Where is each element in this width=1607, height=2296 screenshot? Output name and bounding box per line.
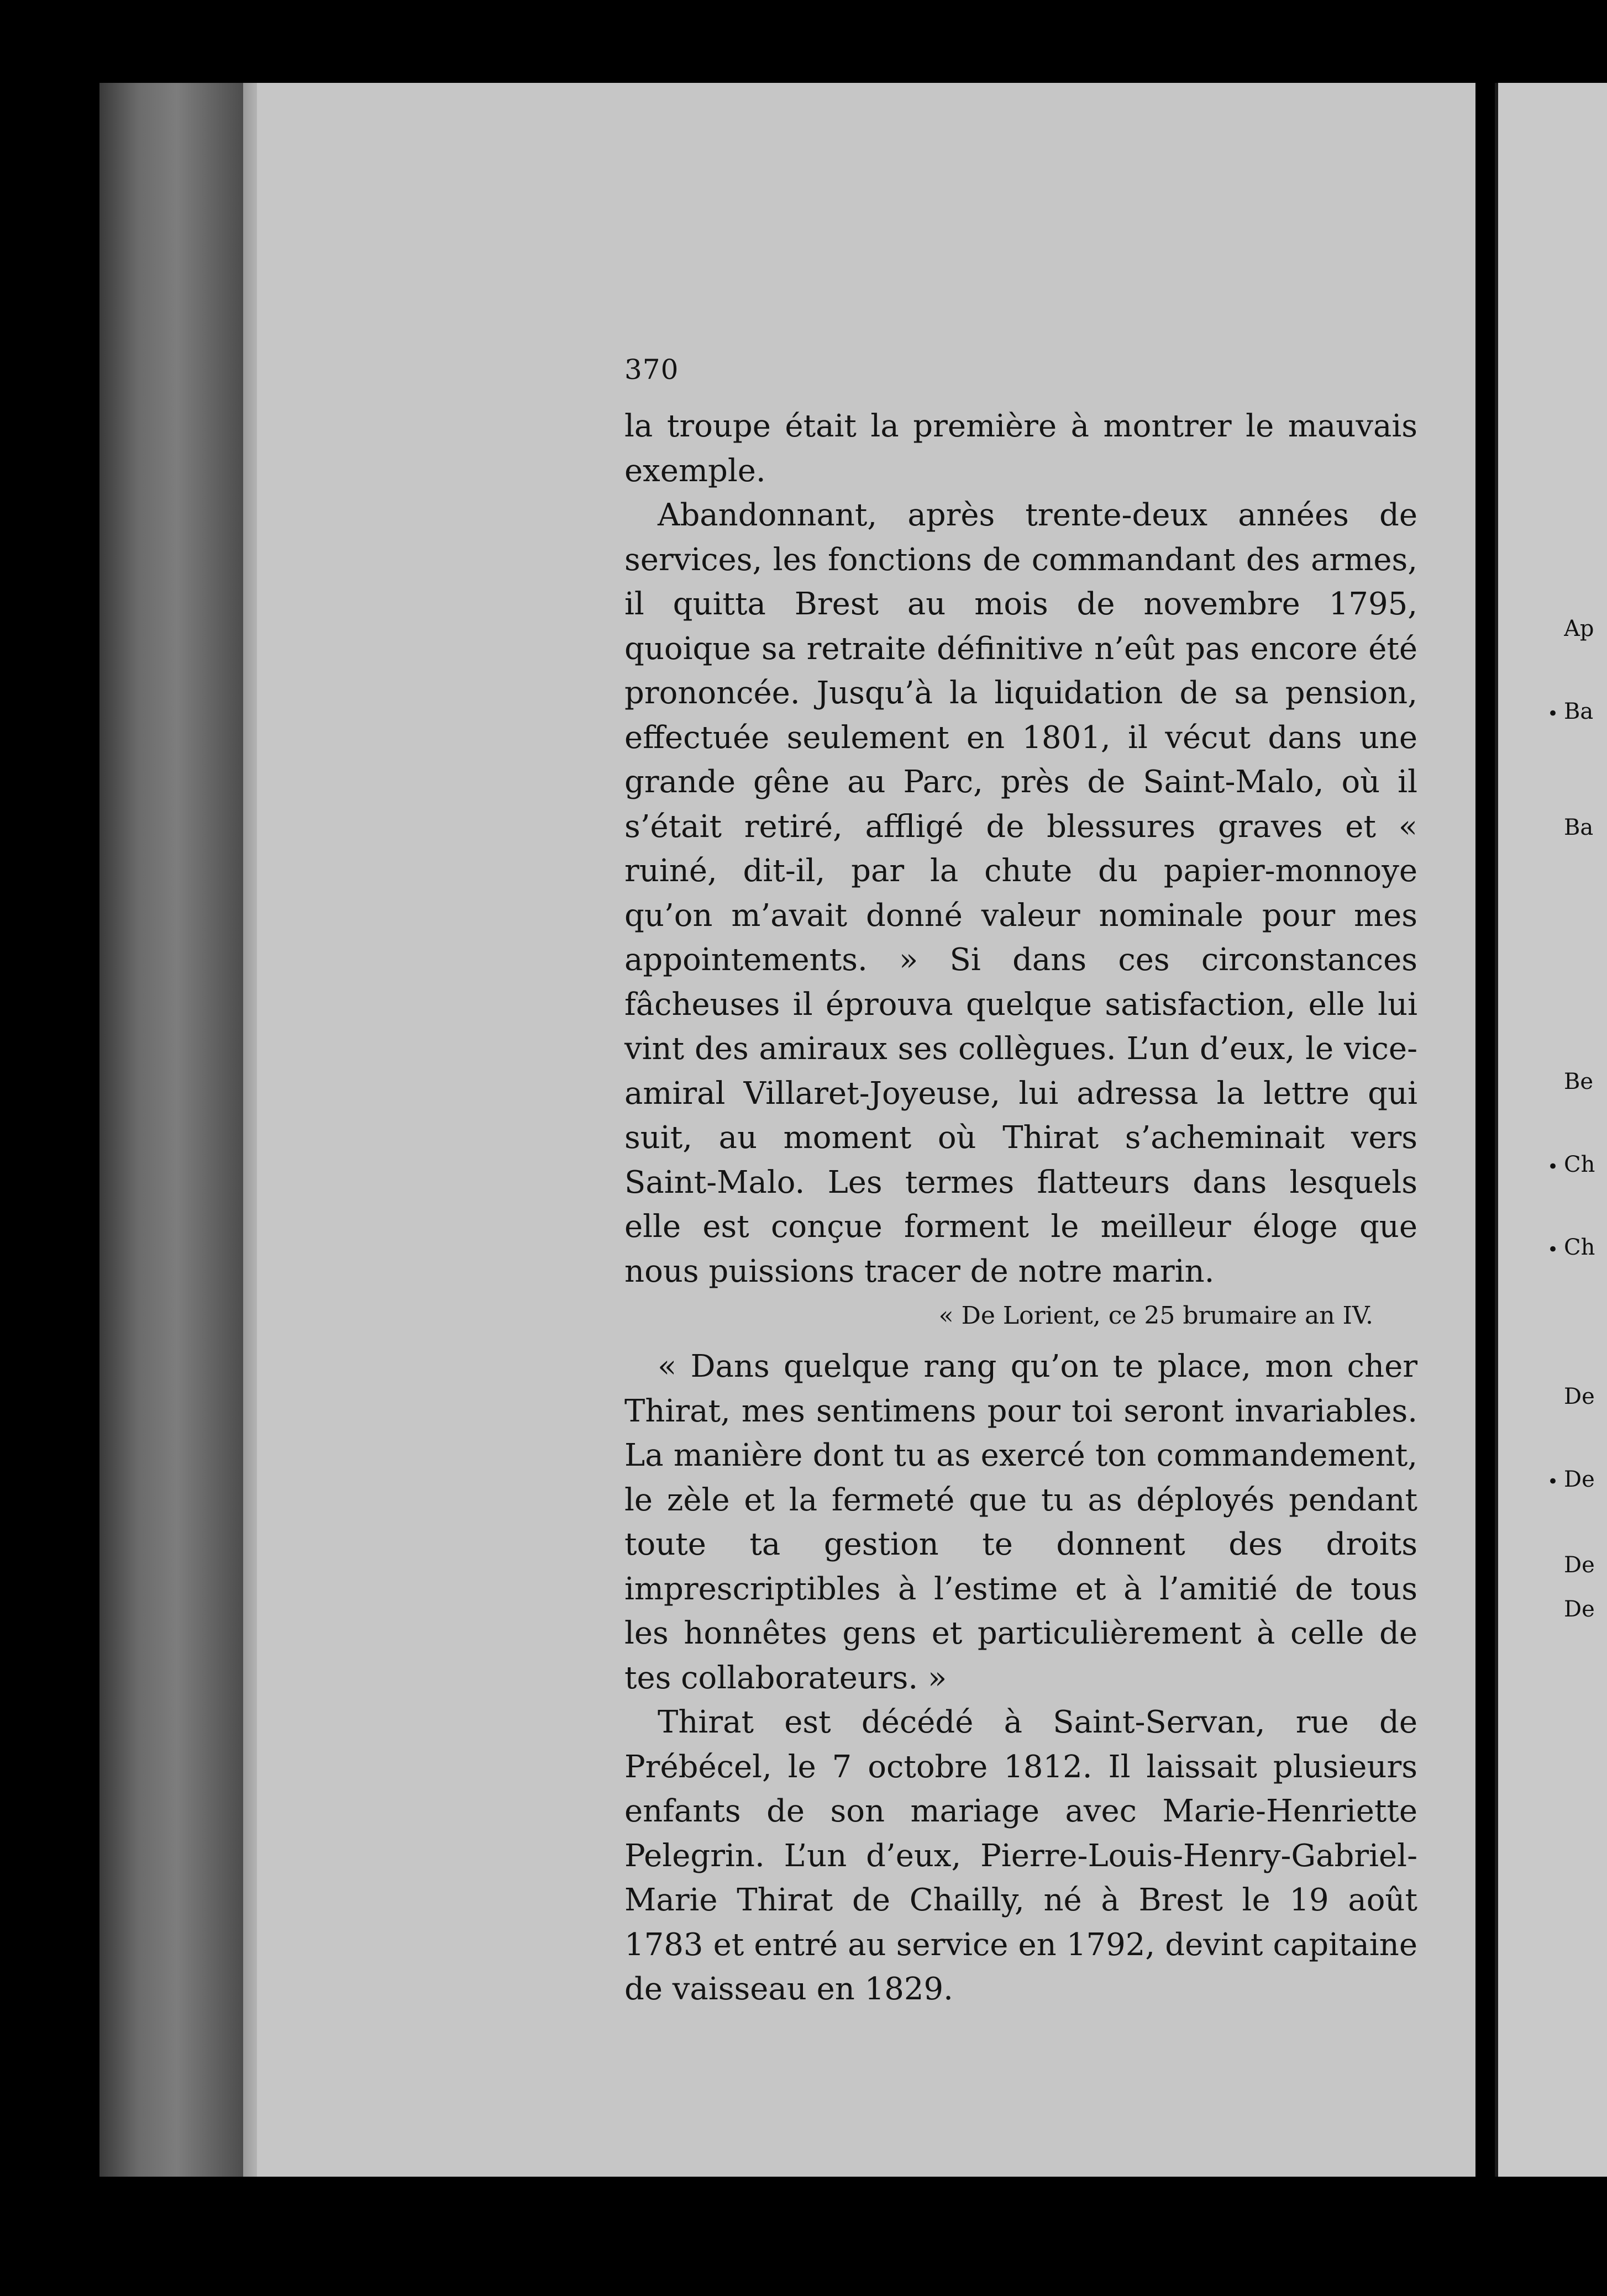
- closing-paragraph: Thirat est décédé à Saint-Servan, rue de Prébécel, le 7 octobre 1812. Il laissait plusieurs enfants de son mariage avec Marie-Henriette Pelegrin. L’un d’eux, Pierre-Louis-Henry-Gabriel-Marie Thirat de Chailly, né à Brest le 19 août 1783 et entré au service en 1792, devint capitaine de vaisseau en 1829.: [624, 1704, 1417, 2007]
- index-entry: De: [1564, 1384, 1595, 1409]
- paragraph-1: la troupe était la première à montrer le mauvais exemple.: [624, 408, 1417, 489]
- index-entry: Ap: [1564, 616, 1594, 641]
- index-entry: Ch: [1564, 1235, 1595, 1260]
- page-number: 370: [624, 354, 679, 386]
- page-text: [624, 404, 1417, 2012]
- letter-heading: « De Lorient, ce 25 brumaire an IV.: [938, 1302, 1373, 1330]
- paragraph-2: Abandonnant, après trente-deux années de services, les fonctions de commandant des armes, il quitta Brest au mois de novembre 1795, quoique sa retraite définitive n’eût pas encore été prononcée. Jusqu’à la liquidation de sa pension, effectuée seulement en 1801, il vécut dans une grande gêne au Parc, près de Saint-Malo, où il s’était retiré, affligé de blessures graves et « ruiné, dit-il, par la chute du papier-monnoye qu’on m’avait donné valeur nominale pour mes appointements. » Si dans ces circonstances fâcheuses il éprouva quelque satisfaction, elle lui vint des amiraux ses collègues. L’un d’eux, le vice-amiral Villaret-Joyeuse, lui adressa la lettre qui suit, au moment où Thirat s’acheminait vers Saint-Malo. Les termes flatteurs dans lesquels elle est conçue forment le meilleur éloge que nous puissions tracer de notre marin.: [624, 497, 1417, 1289]
- facing-page-index: [1564, 0, 1607, 2296]
- index-entry: Ba: [1564, 699, 1594, 724]
- letter-body: « Dans quelque rang qu’on te place, mon cher Thirat, mes sentimens pour toi seront invariables. La manière dont tu as exercé ton commandement, le zèle et la fermeté que tu as déployés pendant toute ta gestion te donnent des droits imprescriptibles à l’estime et à l’amitié de tous les honnêtes gens et particulièrement à celle de tes collaborateurs. »: [624, 1349, 1417, 1696]
- index-entry: Ba: [1564, 815, 1594, 840]
- bullet-icon: •: [1547, 1471, 1559, 1493]
- index-entry: De: [1564, 1552, 1595, 1578]
- index-entry: De: [1564, 1467, 1595, 1492]
- index-entry: De: [1564, 1597, 1595, 1622]
- book-spine: [99, 83, 254, 2177]
- index-entry: Ch: [1564, 1152, 1595, 1177]
- bullet-icon: •: [1547, 1239, 1559, 1261]
- index-entry: Be: [1564, 1069, 1594, 1094]
- bullet-icon: •: [1547, 1156, 1559, 1178]
- bullet-icon: •: [1547, 703, 1559, 725]
